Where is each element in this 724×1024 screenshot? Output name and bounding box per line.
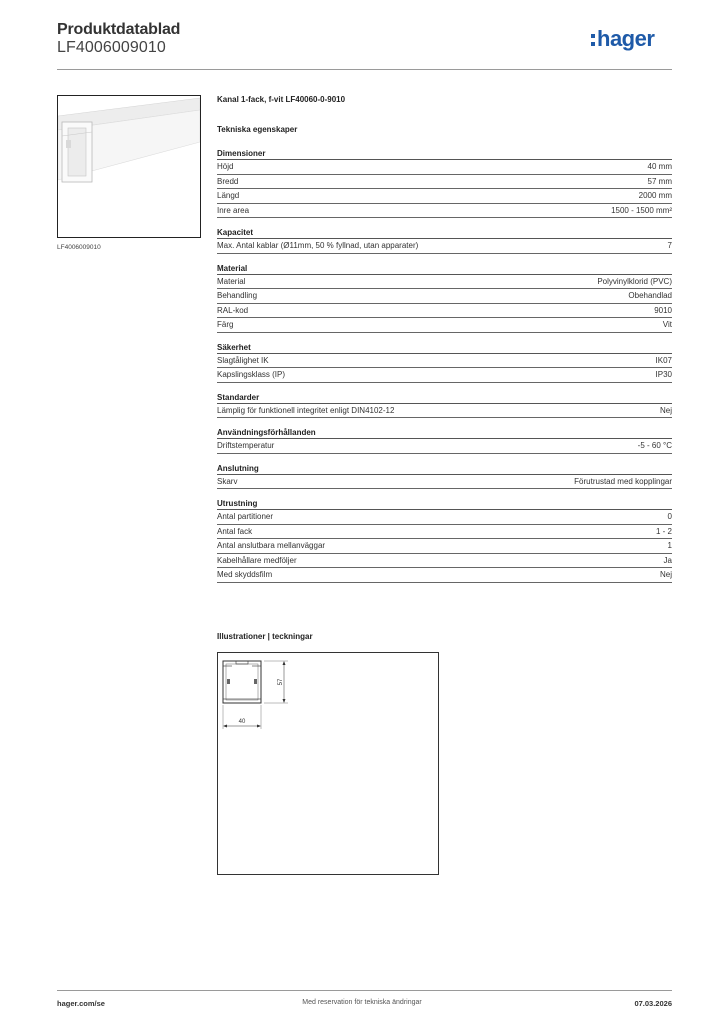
table-row (217, 475, 672, 490)
row-value: Nej (659, 570, 672, 579)
header-divider (57, 69, 672, 70)
row-label: Kapslingsklass (IP) (217, 370, 286, 379)
row-label: Driftstemperatur (217, 441, 275, 450)
row-value: Ja (663, 555, 672, 565)
table-row (217, 539, 672, 554)
section-dimensioner (217, 147, 672, 218)
table-row (217, 239, 672, 254)
row-label: Max. Antal kablar (Ø11mm, 50 % fyllnad, utan apparater) (217, 241, 419, 250)
table-row (217, 318, 672, 333)
section-sakerhet (217, 341, 672, 383)
row-value: Obehandlad (628, 291, 672, 300)
row-label: Behandling (217, 291, 258, 300)
row-label: Material (217, 276, 246, 286)
table-row (217, 354, 672, 369)
section-kapacitet (217, 226, 672, 254)
dimension-height: 57 (278, 678, 284, 686)
footer-disclaimer: Med reservation för tekniska ändringar (302, 999, 422, 1006)
row-value: Nej (659, 405, 672, 415)
section-title: Användningsförhållanden (217, 426, 672, 439)
table-row (217, 175, 672, 190)
section-title: Utrustning (217, 497, 672, 510)
row-label: Slagtålighet IK (217, 355, 269, 365)
section-standarder (217, 391, 672, 419)
section-title: Dimensioner (217, 147, 672, 160)
row-label: Höjd (217, 162, 234, 171)
row-value: 1500 - 1500 mm² (611, 205, 672, 215)
logo-text: hager (597, 26, 655, 51)
section-title: Säkerhet (217, 341, 672, 354)
table-row (217, 554, 672, 569)
row-label: Inre area (217, 205, 250, 215)
table-row (217, 275, 672, 290)
row-value: 0 (667, 512, 672, 521)
row-label: Längd (217, 191, 240, 200)
row-value: 57 mm (647, 176, 672, 186)
section-utrustning (217, 497, 672, 583)
table-row (217, 439, 672, 454)
table-row (217, 289, 672, 304)
row-label: Med skyddsfilm (217, 570, 273, 579)
section-title: Material (217, 262, 672, 275)
table-row (217, 304, 672, 319)
photo-caption: LF4006009010 (57, 244, 101, 251)
product-code: LF4006009010 (57, 39, 166, 56)
row-value: Polyvinylklorid (PVC) (597, 276, 672, 286)
row-value: Vit (662, 320, 672, 329)
row-label: Antal fack (217, 526, 253, 536)
table-row (217, 189, 672, 204)
row-value: Förutrustad med kopplingar (574, 476, 672, 486)
row-label: Färg (217, 320, 234, 329)
section-title: Anslutning (217, 462, 672, 475)
table-row (217, 368, 672, 383)
section-material (217, 262, 672, 333)
table-row (217, 510, 672, 525)
row-value: 7 (667, 241, 672, 250)
row-label: Lämplig för funktionell integritet enligt DIN4102-12 (217, 405, 395, 415)
row-value: 2000 mm (638, 191, 672, 200)
row-label: Bredd (217, 176, 239, 186)
product-details (217, 95, 672, 591)
section-anslutning (217, 462, 672, 490)
row-value: 1 - 2 (655, 526, 672, 536)
dimension-width: 40 (238, 719, 246, 725)
footer-divider (57, 990, 672, 991)
row-value: 40 mm (647, 162, 672, 171)
section-anvandningsforhallanden (217, 426, 672, 454)
table-row (217, 404, 672, 419)
row-label: Kabelhållare medföljer (217, 555, 297, 565)
row-value: IK07 (655, 355, 672, 365)
illustrations-title: Illustrationer | teckningar (217, 632, 313, 641)
row-value: 1 (667, 541, 672, 550)
hager-logo[interactable] (591, 25, 679, 57)
table-row (217, 525, 672, 540)
row-value: -5 - 60 °C (637, 441, 672, 450)
section-title: Standarder (217, 391, 672, 404)
technical-drawing (217, 652, 439, 875)
header-title: Produktdatablad (57, 21, 181, 38)
footer-website-link[interactable]: hager.com/se (57, 999, 105, 1008)
row-label: Antal anslutbara mellanväggar (217, 541, 326, 550)
product-title: Kanal 1-fack, f-vit LF40060-0-9010 (217, 95, 346, 104)
row-label: Skarv (217, 476, 238, 486)
row-value: IP30 (655, 370, 672, 379)
table-row (217, 204, 672, 219)
footer-date: 07.03.2026 (634, 999, 672, 1008)
row-label: RAL-kod (217, 305, 249, 315)
product-photo (57, 95, 201, 238)
section-heading: Tekniska egenskaper (217, 125, 298, 134)
table-row (217, 160, 672, 175)
row-label: Antal partitioner (217, 512, 274, 521)
row-value: 9010 (654, 305, 672, 315)
table-row (217, 568, 672, 583)
section-title: Kapacitet (217, 226, 672, 239)
